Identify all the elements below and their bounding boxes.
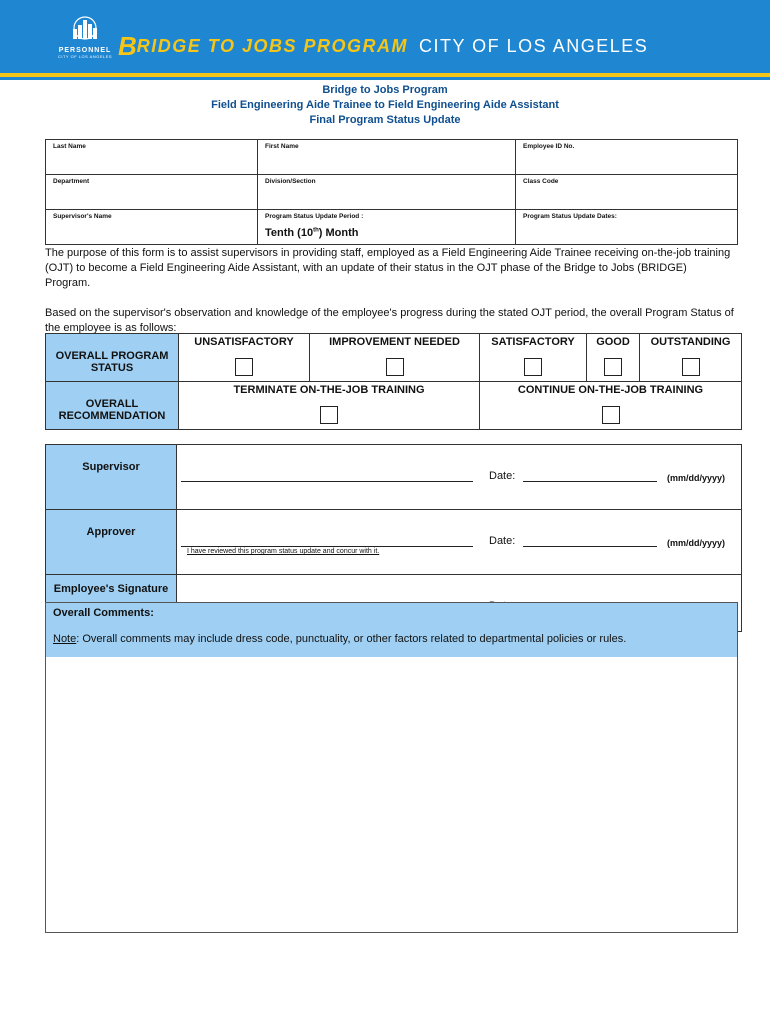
option-good bbox=[587, 334, 640, 382]
based-on-paragraph: Based on the supervisor's observation and knowledge of the employee's progress during the stated OJT period, the overall Program Status of the employee is as follows: bbox=[45, 307, 734, 334]
date-format: (mm/dd/yyyy) bbox=[667, 473, 726, 483]
brand-initial: B bbox=[118, 31, 137, 61]
title-form: Final Program Status Update bbox=[309, 114, 461, 126]
employee-signature-label: Employee's Signature bbox=[46, 575, 177, 632]
approver-signature-field[interactable] bbox=[177, 510, 742, 575]
comments-title: Overall Comments: bbox=[53, 607, 154, 619]
purpose-paragraph: The purpose of this form is to assist supervisors in providing staff, employed as a Field Engineering Aide Trainee receiving on-the-job training (OJT) to become a Field Engineering Aide Assistant, with an update of their status in the OJT phase of the Bridge to Jobs (BRIDGE) Program. bbox=[45, 247, 731, 289]
period-value-text: Tenth (10 bbox=[265, 227, 314, 239]
personnel-logo bbox=[55, 16, 115, 62]
option-label: UNSATISFACTORY bbox=[194, 336, 294, 348]
title-classification: Field Engineering Aide Trainee to Field Engineering Aide Assistant bbox=[211, 99, 559, 111]
signature-line[interactable] bbox=[181, 481, 473, 482]
brand-city-name: CITY OF LOS ANGELES bbox=[419, 36, 649, 56]
checkbox-satisfactory[interactable] bbox=[524, 358, 542, 376]
last-name-label: Last Name bbox=[53, 143, 86, 150]
checkbox-good[interactable] bbox=[604, 358, 622, 376]
class-code-label: Class Code bbox=[523, 178, 559, 185]
overall-status-label: OVERALL PROGRAM STATUS bbox=[46, 334, 179, 382]
brand-program-name: RIDGE TO JOBS PROGRAM bbox=[136, 36, 408, 56]
option-outstanding bbox=[640, 334, 742, 382]
update-period-label: Program Status Update Period : bbox=[265, 213, 364, 220]
program-brand bbox=[118, 28, 648, 59]
supervisor-label: Supervisor bbox=[46, 445, 177, 510]
option-label: GOOD bbox=[596, 336, 630, 348]
period-value-suffix: ) Month bbox=[318, 227, 359, 239]
checkbox-outstanding[interactable] bbox=[682, 358, 700, 376]
checkbox-unsatisfactory[interactable] bbox=[235, 358, 253, 376]
department-field[interactable] bbox=[46, 175, 258, 210]
form-titles bbox=[0, 83, 770, 128]
division-field[interactable] bbox=[258, 175, 516, 210]
first-name-field[interactable] bbox=[258, 140, 516, 175]
option-continue-ojt bbox=[480, 382, 742, 430]
supervisor-signature-field[interactable] bbox=[177, 445, 742, 510]
overall-recommendation-label: OVERALL RECOMMENDATION bbox=[46, 382, 179, 430]
period-value-sup: th bbox=[313, 227, 319, 234]
option-unsatisfactory bbox=[179, 334, 310, 382]
option-satisfactory bbox=[480, 334, 587, 382]
employee-id-field[interactable] bbox=[516, 140, 738, 175]
employee-info-table bbox=[45, 139, 738, 245]
date-format: (mm/dd/yyyy) bbox=[667, 538, 726, 548]
option-label: OUTSTANDING bbox=[650, 336, 731, 348]
option-improvement-needed bbox=[310, 334, 480, 382]
header-banner bbox=[0, 0, 770, 80]
supervisor-name-field[interactable] bbox=[46, 210, 258, 245]
date-label: Date: bbox=[489, 470, 516, 482]
checkbox-continue-ojt[interactable] bbox=[602, 406, 620, 424]
option-label: IMPROVEMENT NEEDED bbox=[329, 336, 460, 348]
date-line[interactable] bbox=[523, 546, 657, 547]
logo-personnel-text: PERSONNEL bbox=[58, 47, 112, 54]
checkbox-terminate-ojt[interactable] bbox=[320, 406, 338, 424]
note-text: : Overall comments may include dress code, punctuality, or other factors related to departmental policies or rules. bbox=[76, 633, 627, 645]
first-name-label: First Name bbox=[265, 143, 299, 150]
update-period-value bbox=[265, 227, 508, 239]
supervisor-name-label: Supervisor's Name bbox=[53, 213, 112, 220]
logo-city-text: CITY OF LOS ANGELES bbox=[57, 54, 113, 59]
update-dates-field[interactable] bbox=[516, 210, 738, 245]
last-name-field[interactable] bbox=[46, 140, 258, 175]
comments-note bbox=[53, 633, 730, 645]
approver-label: Approver bbox=[46, 510, 177, 575]
comments-header bbox=[46, 603, 737, 657]
department-label: Department bbox=[53, 178, 90, 185]
division-label: Division/Section bbox=[265, 178, 316, 185]
date-line[interactable] bbox=[523, 481, 657, 482]
note-prefix: Note bbox=[53, 633, 77, 645]
overall-comments-box[interactable] bbox=[45, 602, 738, 933]
date-label: Date: bbox=[489, 535, 516, 547]
update-period-field bbox=[258, 210, 516, 245]
option-terminate-ojt bbox=[179, 382, 480, 430]
title-program: Bridge to Jobs Program bbox=[322, 84, 448, 96]
approver-note: I have reviewed this program status update and concur with it. bbox=[187, 548, 380, 555]
update-dates-label: Program Status Update Dates: bbox=[523, 213, 617, 220]
signature-line[interactable] bbox=[181, 546, 473, 547]
option-label: TERMINATE ON-THE-JOB TRAINING bbox=[233, 384, 425, 396]
class-code-field[interactable] bbox=[516, 175, 738, 210]
city-skyline-icon bbox=[65, 16, 105, 42]
checkbox-improvement-needed[interactable] bbox=[386, 358, 404, 376]
option-label: SATISFACTORY bbox=[491, 336, 575, 348]
header-accent-line bbox=[0, 73, 770, 77]
status-table bbox=[45, 333, 742, 430]
option-label: CONTINUE ON-THE-JOB TRAINING bbox=[517, 384, 704, 396]
employee-id-label: Employee ID No. bbox=[523, 143, 575, 150]
